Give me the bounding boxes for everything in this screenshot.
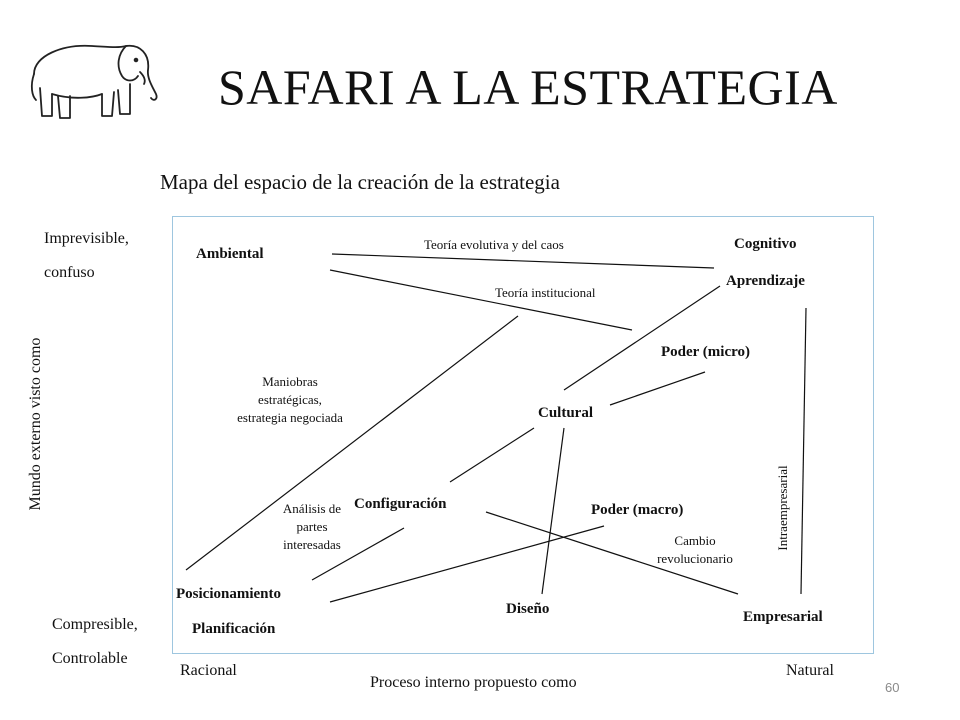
- line-ambiental-cognitivo: [332, 254, 714, 268]
- page-number: 60: [885, 680, 900, 695]
- y-axis-title: Mundo externo visto como: [27, 337, 44, 511]
- line-poder-macro-posicionamiento: [330, 526, 604, 602]
- annotation-cambio-line2: revolucionario: [657, 551, 733, 566]
- annotation-cambio: [640, 532, 750, 568]
- node-configuracion: Configuración: [354, 496, 447, 512]
- node-empresarial: Empresarial: [743, 609, 823, 625]
- node-aprendizaje: Aprendizaje: [726, 273, 805, 289]
- axis-bottom-left-line1: Compresible,: [52, 616, 138, 633]
- node-cultural: Cultural: [538, 405, 594, 421]
- line-poder-micro-cultural: [610, 372, 705, 405]
- line-cultural-diseno: [542, 428, 564, 594]
- axis-top-left-line1: Imprevisible,: [44, 230, 129, 247]
- annotation-analisis-line2: partes: [296, 519, 328, 534]
- annotation-cambio-line1: Cambio: [674, 533, 716, 548]
- node-poder-macro: Poder (macro): [591, 502, 684, 518]
- annotation-analisis-line3: interesadas: [283, 537, 341, 552]
- node-posicionamiento: Posicionamiento: [176, 586, 281, 602]
- annotation-analisis-line1: Análisis de: [282, 501, 342, 516]
- annotation-maniobras: [210, 373, 370, 427]
- annotation-maniobras-line3: estrategia negociada: [237, 410, 343, 425]
- node-planificacion: Planificación: [192, 621, 276, 637]
- line-cultural-configuracion: [450, 428, 534, 482]
- annotation-intraempresarial: Intraempresarial: [775, 465, 790, 551]
- node-poder-micro: Poder (micro): [661, 344, 750, 360]
- node-diseno: Diseño: [506, 601, 550, 617]
- x-axis-left-label: Racional: [180, 662, 237, 679]
- axis-top-left-line2: confuso: [44, 264, 95, 281]
- x-axis-right-label: Natural: [786, 662, 834, 679]
- annotation-maniobras-line1: Maniobras: [262, 374, 318, 389]
- line-intraempresarial: [801, 308, 806, 594]
- x-axis-title: Proceso interno propuesto como: [370, 674, 577, 691]
- node-ambiental: Ambiental: [196, 246, 264, 262]
- page-subtitle: Mapa del espacio de la creación de la estrategia: [160, 170, 560, 194]
- node-cognitivo: Cognitivo: [734, 236, 797, 252]
- annotation-teoria-institucional: Teoría institucional: [495, 285, 596, 300]
- axis-bottom-left-line2: Controlable: [52, 650, 128, 667]
- page-title: SAFARI A LA ESTRATEGIA: [218, 59, 838, 115]
- annotation-maniobras-line2: estratégicas,: [258, 392, 322, 407]
- annotation-teoria-evolutiva: Teoría evolutiva y del caos: [424, 237, 564, 252]
- annotation-analisis: [262, 500, 362, 554]
